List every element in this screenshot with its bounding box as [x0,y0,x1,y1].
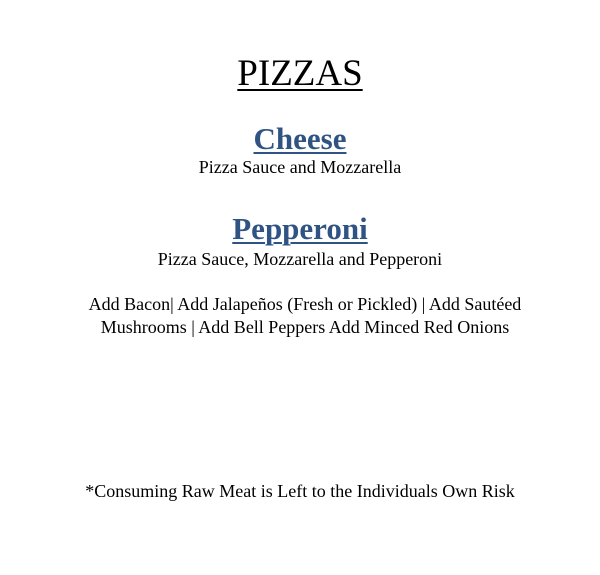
menu-item-name-pepperoni: Pepperoni [232,211,368,246]
disclaimer-text: *Consuming Raw Meat is Left to the Individuals Own Risk [85,481,515,501]
addons-text: Add Bacon| Add Jalapeños (Fresh or Pickled) | Add Sautéed Mushrooms | Add Bell Peppers Add Minced Red Onions [88,294,522,337]
menu-item-description-pepperoni: Pizza Sauce, Mozzarella and Pepperoni [157,249,443,269]
section-title: PIZZAS [237,53,363,94]
menu-item-description-cheese: Pizza Sauce and Mozzarella [198,157,402,177]
menu-item-name-cheese: Cheese [253,121,347,156]
